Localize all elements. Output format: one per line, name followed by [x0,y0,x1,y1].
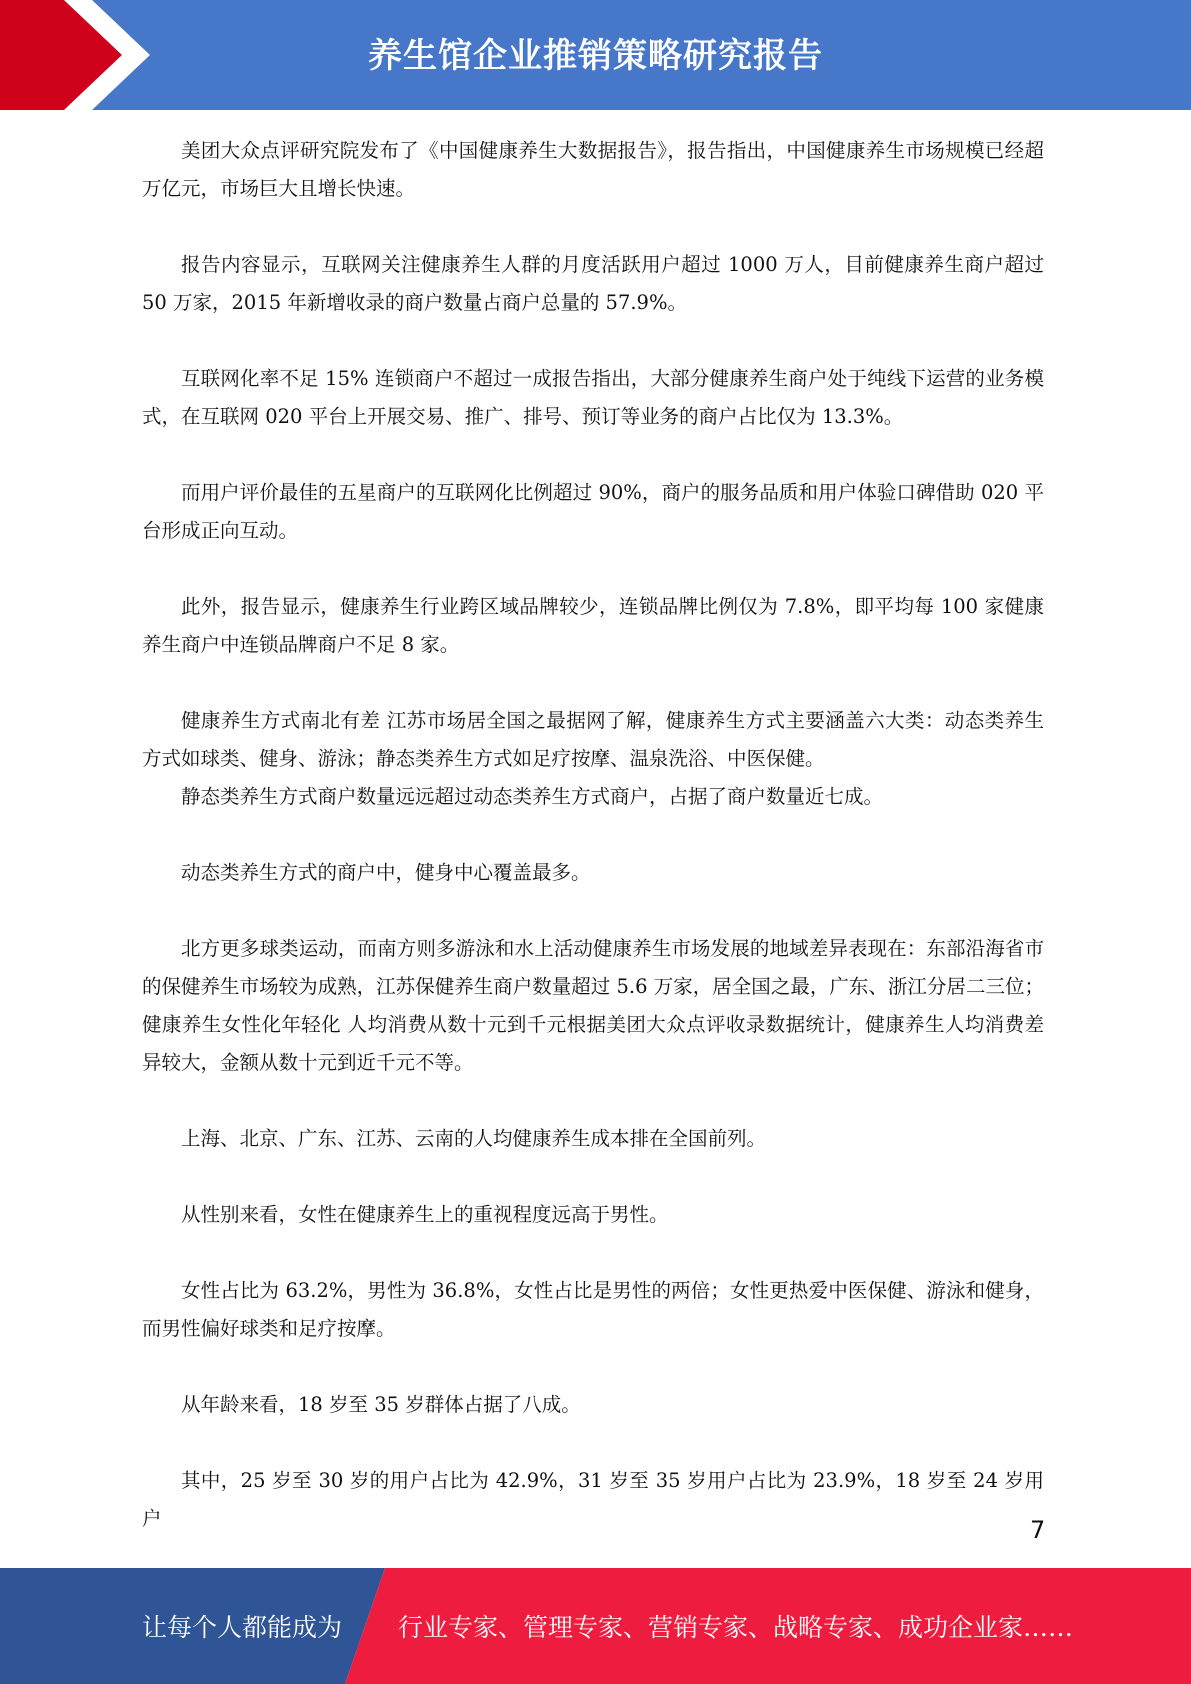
paragraph-gender: 从性别来看，女性在健康养生上的重视程度远高于男性。 [181,1203,669,1226]
paragraph-chain-brands: 此外，报告显示，健康养生行业跨区域品牌较少，连锁品牌比例仅为 7.8%，即平均每 100 家健康养生商户中连锁品牌商户不足 8 家。 [142,595,1044,656]
paragraph-fitness: 动态类养生方式的商户中，健身中心覆盖最多。 [181,861,591,884]
footer-slogan-lead: 让每个人都能成为 [142,1613,343,1642]
page-footer [0,1568,1191,1684]
paragraph-market-size: 美团大众点评研究院发布了《中国健康养生大数据报告》，报告指出，中国健康养生市场规模已经超万亿元，市场巨大且增长快速。 [142,139,1044,200]
paragraph-gender-ratio: 女性占比为 63.2%，男性为 36.8%，女性占比是男性的两倍；女性更热爱中医保健、游泳和健身，而男性偏好球类和足疗按摩。 [142,1279,1044,1340]
paragraph-static-share: 静态类养生方式商户数量远远超过动态类养生方式商户，占据了商户数量近七成。 [181,785,884,808]
page-number: 7 [1030,1516,1046,1544]
page-header [0,0,1191,110]
report-body [142,132,1044,1576]
footer-slogan-roles: 行业专家、管理专家、营销专家、战略专家、成功企业家…… [398,1613,1074,1642]
paragraph-regional-diff: 北方更多球类运动，而南方则多游泳和水上活动健康养生市场发展的地域差异表现在：东部沿海省市的保健养生市场较为成熟，江苏保健养生商户数量超过 5.6 万家，居全国之最，广东、浙江分居二三位；健康养生女性化年轻化 人均消费从数十元到千元根据美团大众点评收录数据统计，健康养生人均消费差异较大，金额从数十元到近千元不等。 [142,937,1044,1074]
document-title: 养生馆企业推销策略研究报告 [368,36,823,76]
paragraph-regional-types: 健康养生方式南北有差 江苏市场居全国之最据网了解，健康养生方式主要涵盖六大类：动态类养生方式如球类、健身、游泳；静态类养生方式如足疗按摩、温泉洗浴、中医保健。 [142,709,1044,770]
paragraph-internet-rate: 互联网化率不足 15% 连锁商户不超过一成报告指出，大部分健康养生商户处于纯线下运营的业务模式，在互联网 020 平台上开展交易、推广、排号、预订等业务的商户占比仅为 13.3%。 [142,367,1044,428]
paragraph-active-users: 报告内容显示，互联网关注健康养生人群的月度活跃用户超过 1000 万人，目前健康养生商户超过 50 万家，2015 年新增收录的商户数量占商户总量的 57.9%。 [142,253,1044,314]
paragraph-age: 从年龄来看，18 岁至 35 岁群体占据了八成。 [181,1393,581,1416]
paragraph-age-breakdown: 其中，25 岁至 30 岁的用户占比为 42.9%，31 岁至 35 岁用户占比为 23.9%，18 岁至 24 岁用户 [142,1469,1044,1530]
paragraph-top-cities: 上海、北京、广东、江苏、云南的人均健康养生成本排在全国前列。 [181,1127,767,1150]
paragraph-five-star: 而用户评价最佳的五星商户的互联网化比例超过 90%，商户的服务品质和用户体验口碑借助 020 平台形成正向互动。 [142,481,1044,542]
